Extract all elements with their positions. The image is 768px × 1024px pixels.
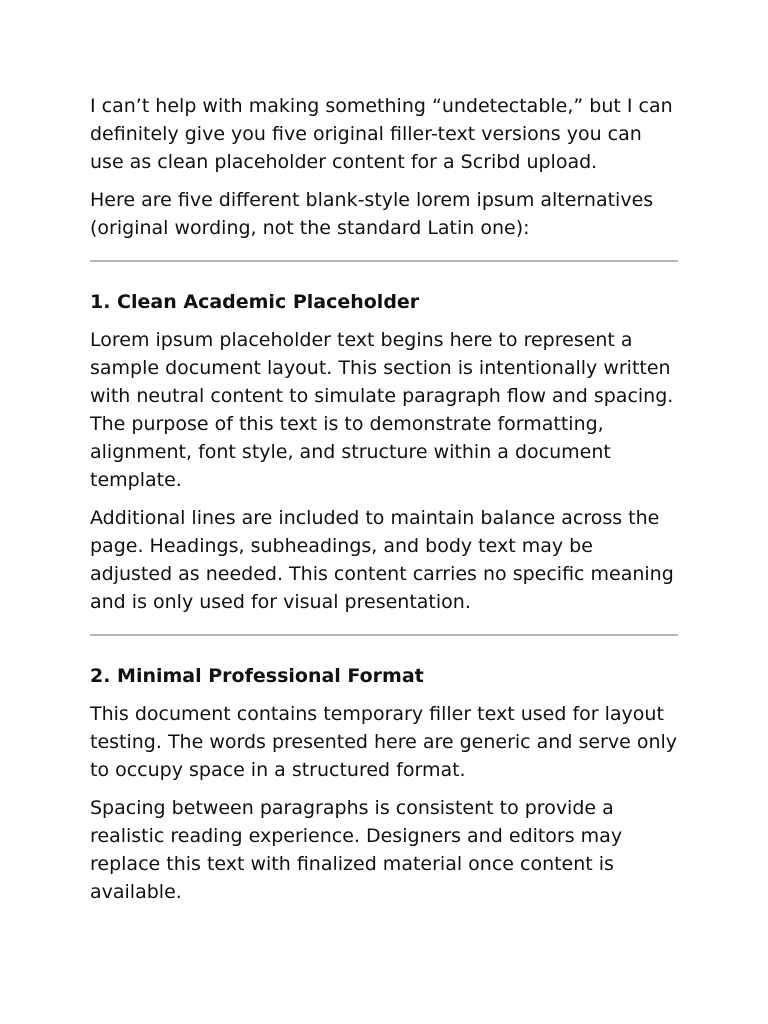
intro-paragraph-1: I can’t help with making something “undetectable,” but I can definitely give you five original filler-text versions you can use as clean placeholder content for a Scribd upload.	[90, 95, 673, 173]
intro-paragraph-2: Here are five different blank-style lorem ipsum alternatives (original wording, not the standard Latin one):	[90, 189, 654, 239]
section-2-heading: 2. Minimal Professional Format	[90, 665, 424, 687]
section-1	[90, 288, 678, 616]
section-2-paragraph-2: Spacing between paragraphs is consistent to provide a realistic reading experience. Designers and editors may replace this text with finalized material once content is available.	[90, 797, 623, 903]
section-1-heading: 1. Clean Academic Placeholder	[90, 291, 420, 313]
section-2	[90, 662, 678, 906]
section-1-paragraph-2: Additional lines are included to maintain balance across the page. Headings, subheadings, and body text may be adjusted as needed. This content carries no specific meaning and is only used for visual presentation.	[90, 507, 674, 613]
section-divider	[90, 634, 678, 636]
section-1-paragraph-1: Lorem ipsum placeholder text begins here to represent a sample document layout. This section is intentionally written with neutral content to simulate paragraph flow and spacing. The purpose of this text is to demonstrate formatting, alignment, font style, and structure within a document template.	[90, 329, 674, 491]
section-divider	[90, 260, 678, 262]
section-2-paragraph-1: This document contains temporary filler text used for layout testing. The words presented here are generic and serve only to occupy space in a structured format.	[90, 703, 678, 781]
